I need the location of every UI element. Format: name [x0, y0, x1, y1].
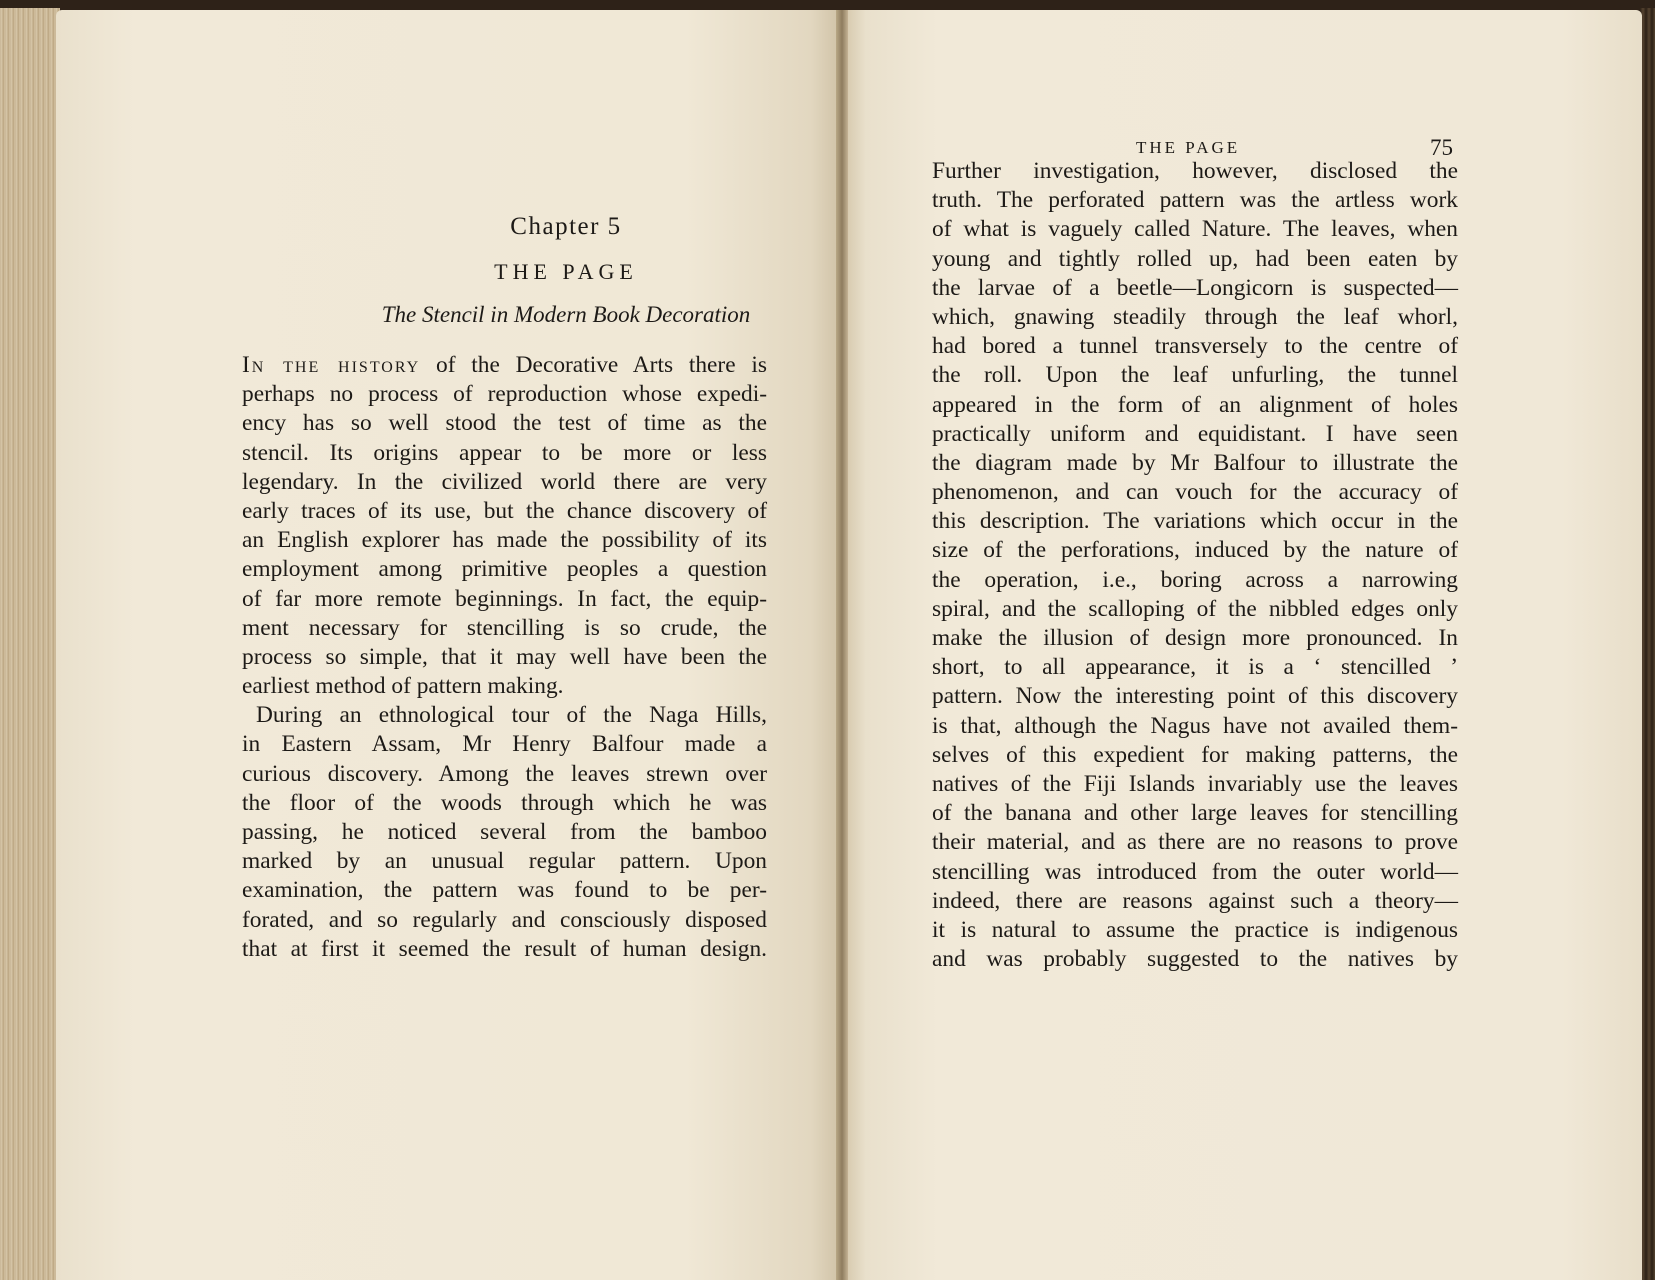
text-line: appeared in the form of an alignment of holes	[932, 391, 1458, 418]
text-line: had bored a tunnel transversely to the centre of	[932, 333, 1458, 360]
text-line: selves of this expedient for making patterns, the	[932, 741, 1458, 768]
text-line: short, to all appearance, it is a ‘ stencilled ’	[932, 654, 1458, 681]
text-line: which, gnawing steadily through the leaf whorl,	[932, 303, 1458, 330]
text-line: the roll. Upon the leaf unfurling, the tunnel	[932, 362, 1458, 389]
text-line: natives of the Fiji Islands invariably use the leaves	[932, 770, 1458, 797]
text-line: earliest method of pattern making.	[242, 673, 564, 700]
text-line: marked by an unusual regular pattern. Upon	[242, 848, 767, 875]
text-line: this description. The variations which occur in the	[932, 508, 1458, 535]
text-line: that at first it seemed the result of human design.	[242, 935, 767, 962]
text-line: ment necessary for stencilling is so crude, the	[242, 614, 767, 641]
text-line: young and tightly rolled up, had been eaten by	[932, 245, 1458, 272]
text-line: size of the perforations, induced by the nature of	[932, 537, 1458, 564]
text-line: of far more remote beginnings. In fact, the equip-	[242, 585, 767, 612]
opening-words: In the history	[242, 352, 421, 378]
text-line: stencil. Its origins appear to be more or less	[242, 439, 767, 466]
text-line: In the history of the Decorative Arts there is	[242, 352, 767, 378]
text-line: Further investigation, however, disclosed the	[932, 158, 1458, 184]
text-line: curious discovery. Among the leaves strewn over	[242, 760, 767, 787]
text-line: in Eastern Assam, Mr Henry Balfour made a	[242, 731, 767, 758]
chapter-subtitle: The Stencil in Modern Book Decoration	[381, 302, 751, 327]
text-line: phenomenon, and can vouch for the accuracy of	[932, 479, 1458, 506]
text-line: and was probably suggested to the natives by	[932, 946, 1458, 973]
text-line: ency has so well stood the test of time as the	[242, 410, 767, 437]
text-line: indeed, there are reasons against such a theory—	[932, 887, 1458, 914]
text-line: legendary. In the civilized world there are very	[242, 468, 767, 495]
text-line: spiral, and the scalloping of the nibbled edges only	[932, 595, 1458, 622]
right-body-text	[932, 157, 1458, 974]
text-line: early traces of its use, but the chance discovery of	[242, 497, 767, 524]
text-line: an English explorer has made the possibility of its	[242, 527, 767, 554]
text-line: During an ethnological tour of the Naga Hills,	[256, 702, 767, 729]
text-line: make the illusion of design more pronounced. In	[932, 625, 1458, 651]
text-line: truth. The perforated pattern was the artless work	[932, 187, 1458, 214]
text-line: pattern. Now the interesting point of this discovery	[932, 683, 1458, 710]
text-line: practically uniform and equidistant. I have seen	[932, 420, 1458, 447]
text-line: perhaps no process of reproduction whose expedi-	[242, 381, 767, 408]
page-block-edges	[0, 8, 60, 1280]
text-line: of what is vaguely called Nature. The leaves, when	[932, 216, 1458, 243]
text-line: stencilling was introduced from the outer world—	[932, 858, 1458, 885]
text-line: of the banana and other large leaves for stencilling	[932, 800, 1458, 827]
left-body-text	[242, 351, 767, 964]
text-line: the larvae of a beetle—Longicorn is suspected—	[932, 274, 1458, 301]
text-line: passing, he noticed several from the bamboo	[242, 819, 767, 845]
text-line: the operation, i.e., boring across a narrowing	[932, 566, 1458, 593]
page-number: 75	[1430, 135, 1453, 160]
text-line: it is natural to assume the practice is indigenous	[932, 916, 1458, 943]
text-line: examination, the pattern was found to be per-	[242, 877, 767, 904]
text-line: the diagram made by Mr Balfour to illustrate the	[932, 449, 1458, 476]
chapter-number: Chapter 5	[510, 213, 622, 240]
text-line: process so simple, that it may well have been the	[242, 643, 767, 670]
gutter	[836, 10, 848, 1280]
text-line: the floor of the woods through which he was	[242, 789, 767, 816]
chapter-title: THE PAGE	[494, 259, 638, 284]
text-line: their material, and as there are no reasons to prove	[932, 829, 1458, 856]
running-head: THE PAGE	[1136, 138, 1241, 157]
text-line: is that, although the Nagus have not availed them-	[932, 712, 1458, 739]
text-line: employment among primitive peoples a question	[242, 556, 767, 583]
text-line: forated, and so regularly and consciously disposed	[242, 906, 767, 933]
cover-edge	[1640, 8, 1655, 1280]
